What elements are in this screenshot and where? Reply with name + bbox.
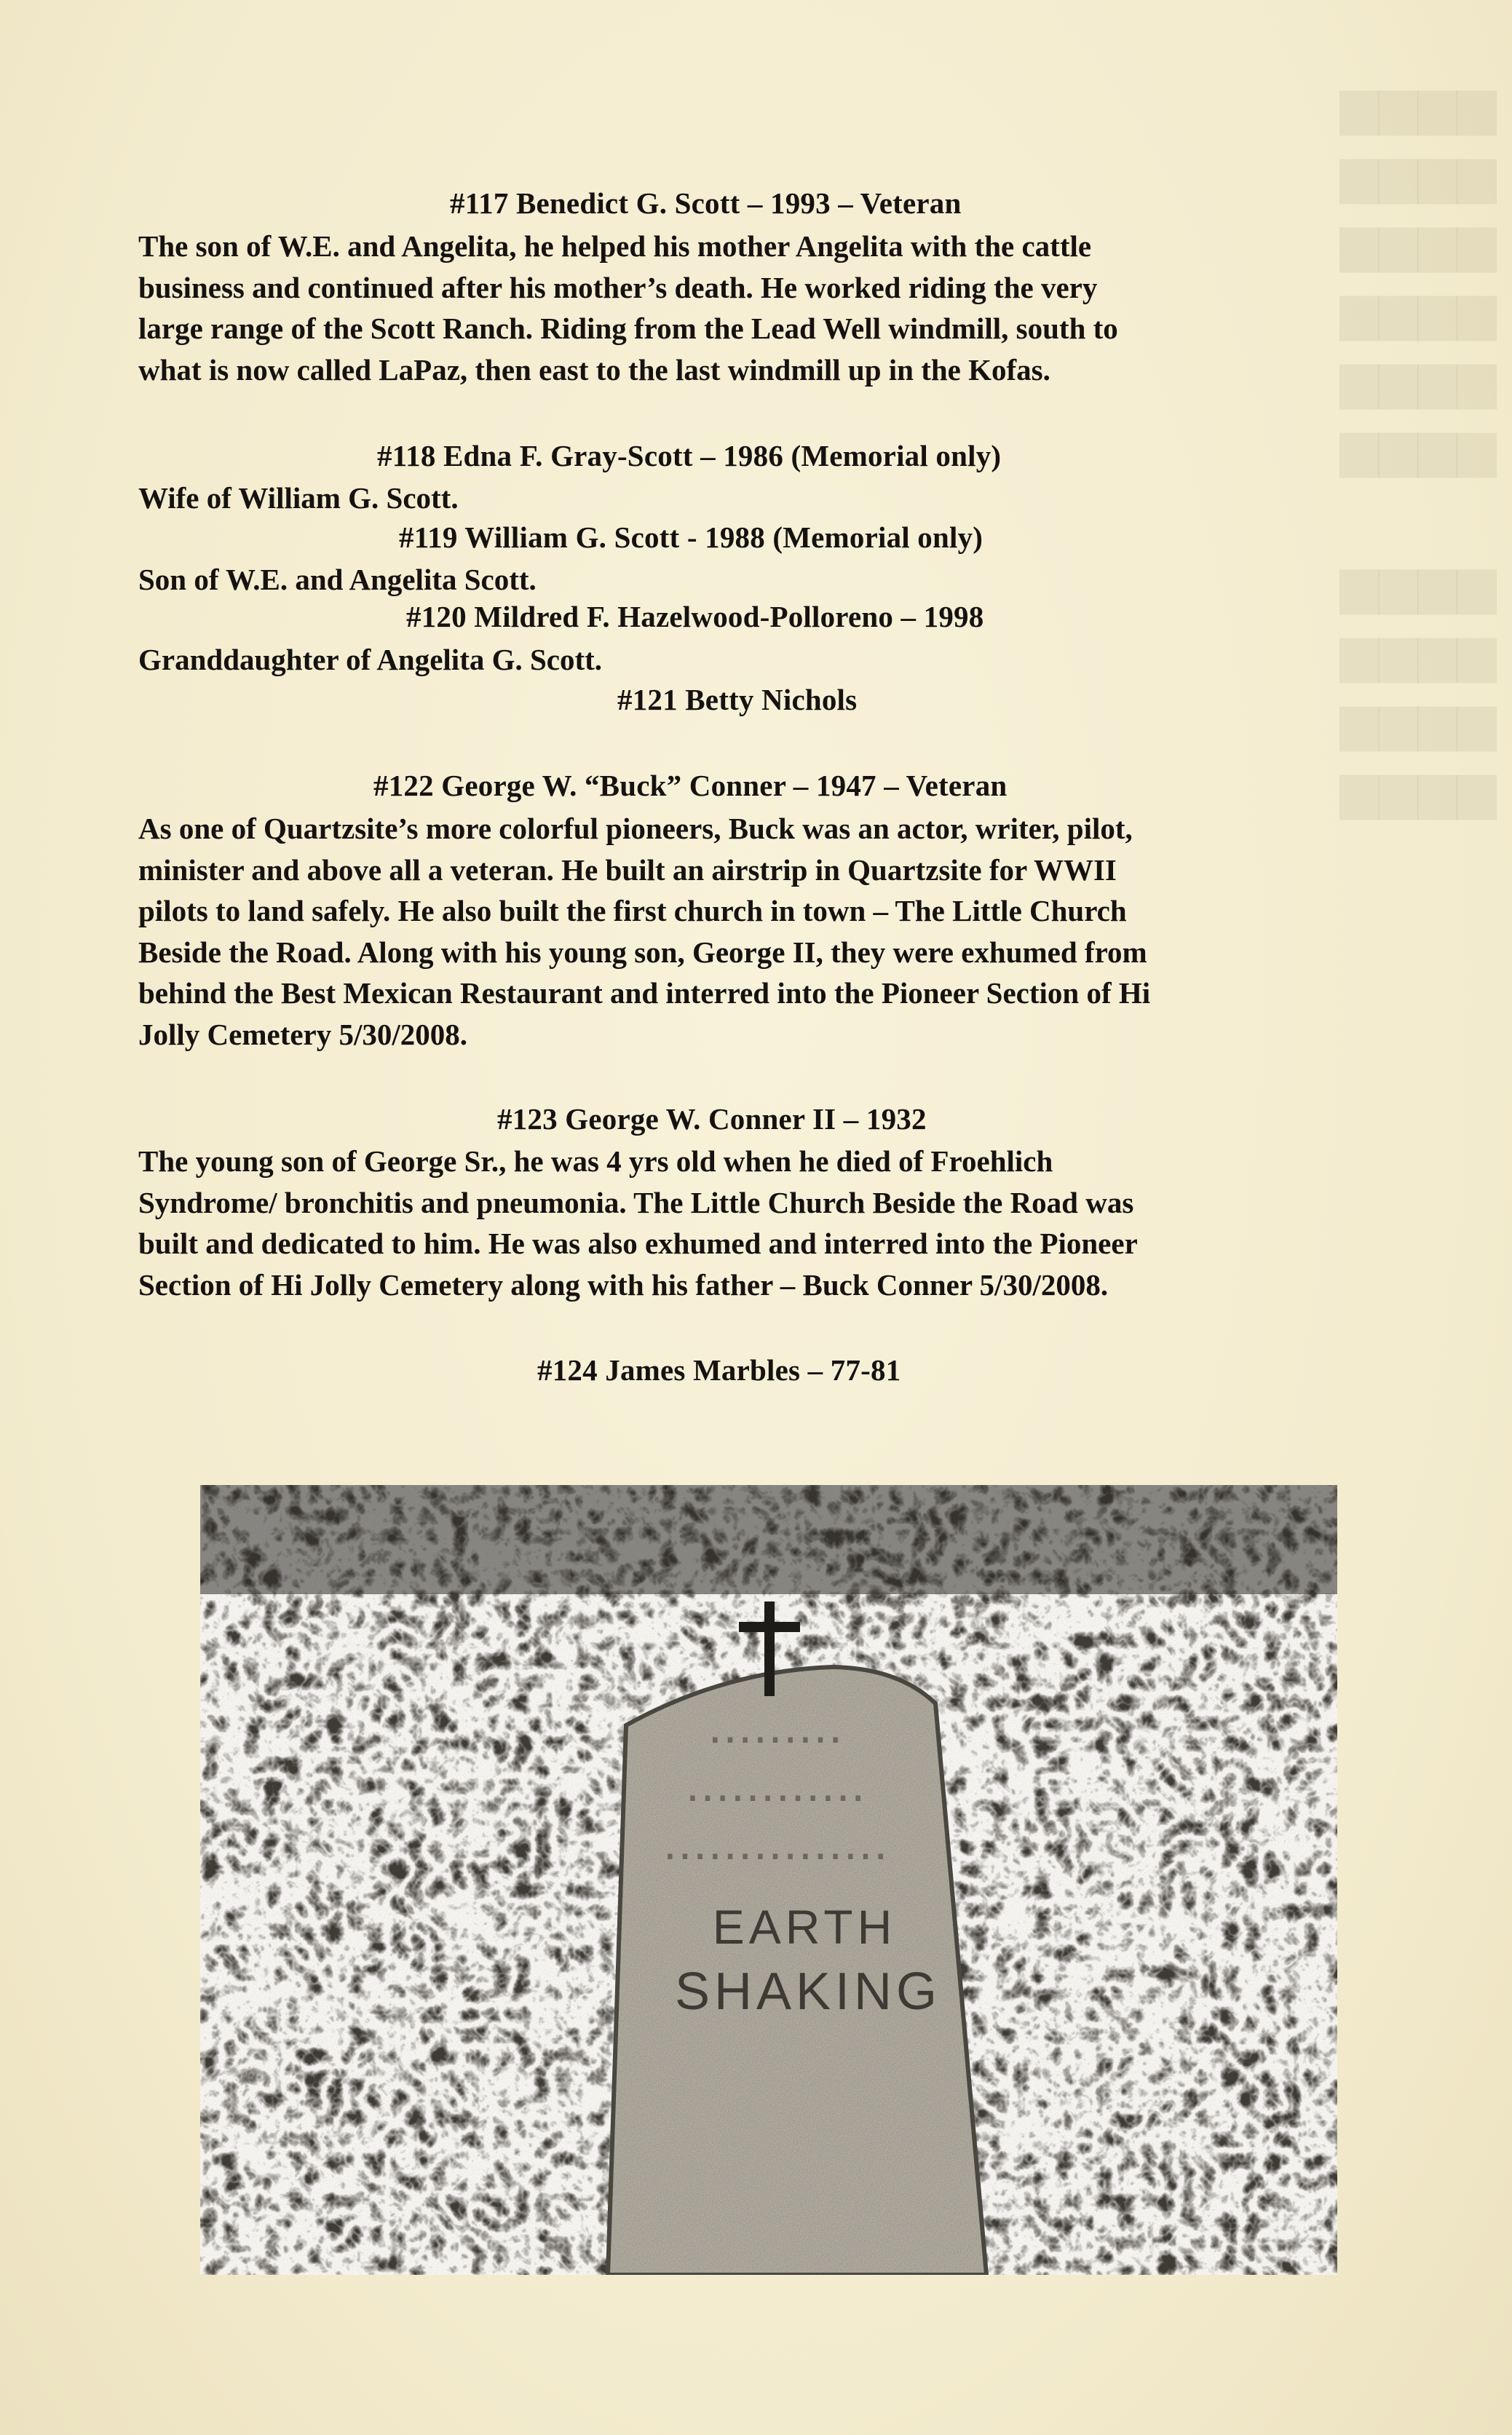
text-line: minister and above all a veteran. He built an airstrip in Quartzsite for WWII: [138, 852, 1117, 887]
svg-text:⋯⋯⋯: ⋯⋯⋯: [708, 1714, 843, 1765]
entry-121-heading: #121 Betty Nichols: [617, 683, 858, 716]
text-line: Jolly Cemetery 5/30/2008.: [138, 1017, 468, 1051]
entry-120-description: [138, 639, 1376, 681]
text-line: built and dedicated to him. He was also exhumed and interred into the Pioneer: [138, 1227, 1138, 1260]
text-line: what is now called LaPaz, then east to the last windmill up in the Kofas.: [138, 352, 1050, 387]
svg-text:⋯⋯⋯⋯: ⋯⋯⋯⋯: [685, 1773, 866, 1823]
entry-117-heading: #117 Benedict G. Scott – 1993 – Veteran: [450, 186, 962, 220]
text-line: large range of the Scott Ranch. Riding from the Lead Well windmill, south to: [138, 312, 1118, 345]
text-line: Granddaughter of Angelita G. Scott.: [138, 643, 603, 676]
bleed-through-text: ▆▆▆▆ ▆▆▆▆ ▆▆▆▆ ▆▆▆▆ ▆▆▆▆ ▆▆▆▆ ▆▆▆▆ ▆▆▆▆ ▆▆▆▆ ▆▆▆▆: [1339, 79, 1497, 819]
text-line: Section of Hi Jolly Cemetery along with his father – Buck Conner 5/30/2008.: [138, 1267, 1109, 1302]
text-line: The young son of George Sr., he was 4 yrs old when he died of Froehlich: [138, 1144, 1053, 1178]
svg-text:⋯⋯⋯⋯⋯: ⋯⋯⋯⋯⋯: [662, 1831, 888, 1881]
text-line: business and continued after his mother’s death. He worked riding the very: [138, 270, 1098, 304]
entry-123-description: [138, 1141, 1376, 1305]
grave-photo: [200, 1485, 1337, 2275]
text-line: pilots to land safely. He also built the first church in town – The Little Church: [138, 894, 1127, 927]
entry-118-description: [138, 478, 1376, 519]
text-line: Syndrome/ bronchitis and pneumonia. The Little Church Beside the Road was: [138, 1185, 1134, 1219]
entry-123-heading: #123 George W. Conner II – 1932: [497, 1102, 927, 1136]
text-line: Beside the Road. Along with his young son, George II, they were exhumed from: [138, 935, 1147, 969]
text-line: Wife of William G. Scott.: [138, 481, 459, 515]
text-line: Son of W.E. and Angelita Scott.: [138, 563, 537, 596]
entry-118-heading: #118 Edna F. Gray-Scott – 1986 (Memorial only): [377, 439, 1002, 472]
entry-117-description: [138, 226, 1376, 390]
entry-119-description: [138, 559, 1376, 601]
entry-119-heading: #119 William G. Scott - 1988 (Memorial only): [399, 520, 983, 554]
grave-marker-line: EARTH: [712, 1900, 897, 1954]
entry-120-heading: #120 Mildred F. Hazelwood-Polloreno – 1998: [406, 600, 984, 633]
entry-124-heading: #124 James Marbles – 77-81: [537, 1353, 901, 1387]
text-line: The son of W.E. and Angelita, he helped his mother Angelita with the cattle: [138, 229, 1092, 263]
text-line: As one of Quartzsite’s more colorful pioneers, Buck was an actor, writer, pilot,: [138, 812, 1133, 845]
entry-122-heading: #122 George W. “Buck” Conner – 1947 – Veteran: [373, 769, 1008, 802]
grave-marker-line: SHAKING: [674, 1963, 942, 2021]
text-line: behind the Best Mexican Restaurant and interred into the Pioneer Section of Hi: [138, 976, 1151, 1010]
entry-122-description: [138, 808, 1376, 1055]
